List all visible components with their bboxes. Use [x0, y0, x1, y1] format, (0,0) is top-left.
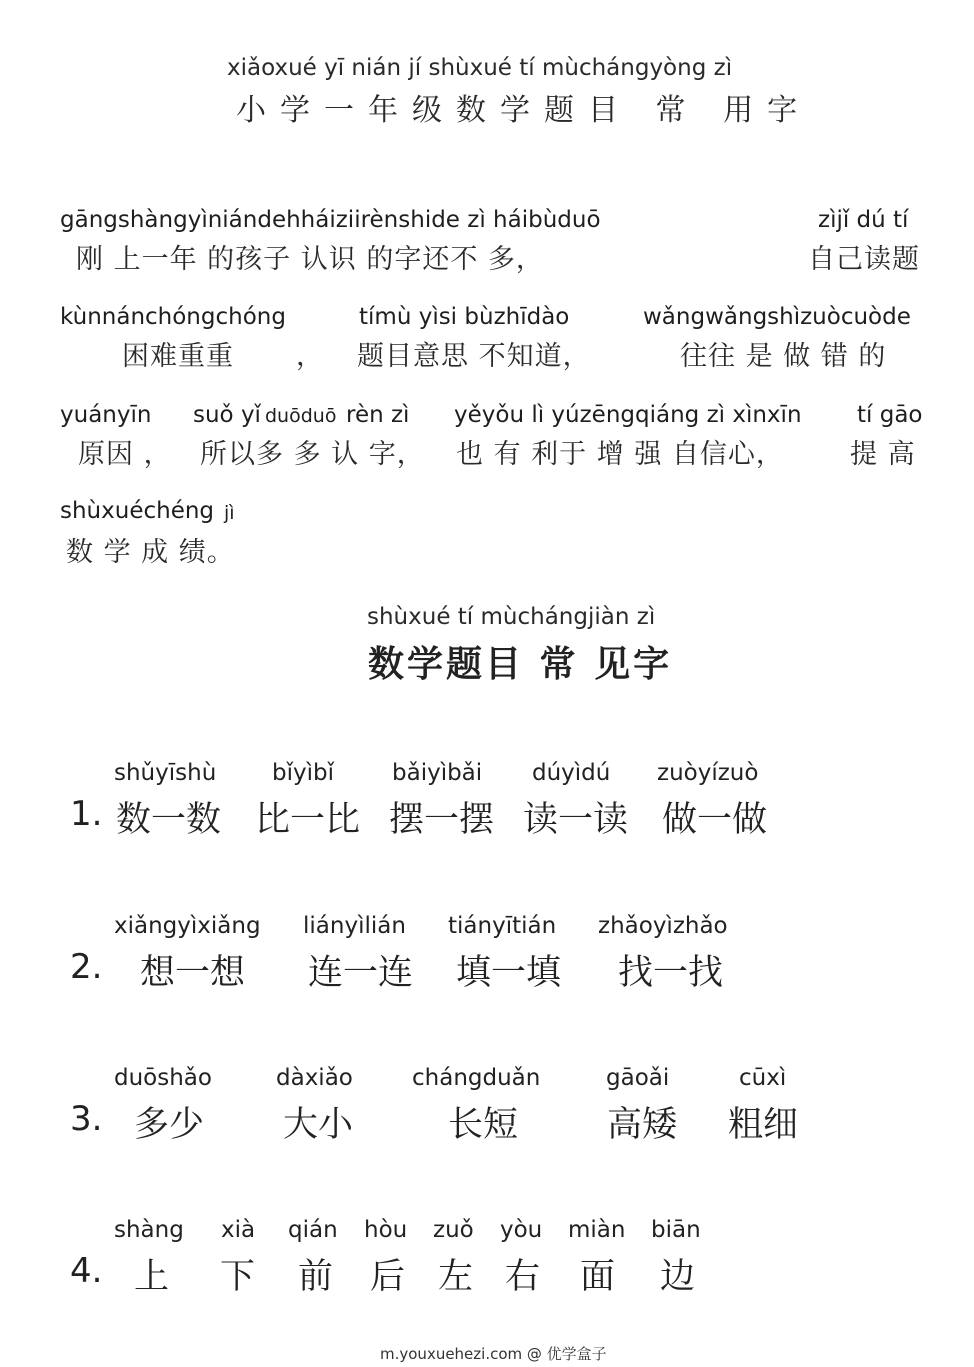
- word-pinyin: liányìlián: [303, 913, 406, 939]
- word-hanzi: 左: [438, 1257, 474, 1297]
- intro-line2-pinyin-c: wǎngwǎngshìzuòcuòde: [643, 304, 911, 330]
- word-pinyin: yòu: [500, 1217, 543, 1243]
- intro-line1-pinyin: gāngshàngyìniándehháiziirènshide zì háibùduō: [60, 207, 601, 233]
- word-pinyin: zhǎoyìzhǎo: [598, 913, 728, 939]
- item-number: 2.: [70, 947, 103, 987]
- word-pinyin: tiányītián: [448, 913, 557, 939]
- word-pinyin: gāoǎi: [606, 1065, 670, 1091]
- word-hanzi: 连一连: [308, 953, 414, 993]
- word-hanzi: 填一填: [456, 953, 562, 993]
- intro-line1-text-end: 自己读题: [808, 244, 920, 275]
- word-pinyin: shàng: [114, 1217, 184, 1243]
- word-hanzi: 前: [298, 1257, 334, 1297]
- word-pinyin: xià: [221, 1217, 256, 1243]
- intro-line3-pinyin-c: yěyǒu lì yúzēngqiáng zì xìnxīn: [454, 402, 802, 428]
- word-hanzi: 比一比: [255, 800, 361, 840]
- item-number: 4.: [70, 1251, 103, 1291]
- word-hanzi: 想一想: [140, 953, 246, 993]
- intro-line2-pinyin-a: kùnnánchóngchóng: [60, 304, 286, 330]
- word-pinyin: shǔyīshù: [114, 760, 217, 786]
- word-pinyin: xiǎngyìxiǎng: [114, 913, 261, 939]
- word-hanzi: 上: [134, 1257, 170, 1297]
- intro-line4-text: 数 学 成 绩。: [66, 537, 235, 568]
- intro-line2-text-a: 困难重重: [122, 341, 234, 372]
- word-hanzi: 高矮: [607, 1105, 678, 1145]
- intro-line2-text-b: 题目意思 不知道，: [357, 341, 591, 372]
- footer-watermark: m.youxuehezi.com @ 优学盒子: [380, 1345, 607, 1363]
- intro-line3-pinyin-b3: rèn zì: [346, 402, 410, 428]
- intro-line3-text-a: 原因 ，: [78, 439, 172, 470]
- word-hanzi: 右: [505, 1257, 541, 1297]
- word-hanzi: 大小: [283, 1105, 354, 1145]
- word-pinyin: zuòyízuò: [657, 760, 759, 786]
- word-hanzi: 读一读: [523, 800, 629, 840]
- intro-line3-text-b: 所以多 多 认 字，: [200, 439, 425, 470]
- word-hanzi: 数一数: [116, 800, 222, 840]
- intro-line1-text: 刚 上一年 的孩子 认识 的字还不 多，: [76, 244, 544, 275]
- word-pinyin: duōshǎo: [114, 1065, 212, 1091]
- word-pinyin: bǎiyìbǎi: [392, 760, 483, 786]
- intro-line3-pinyin-a: yuányīn: [60, 402, 152, 428]
- intro-line4-pinyin-small: jì: [224, 502, 235, 524]
- title-pinyin: xiǎoxué yī nián jí shùxué tí mùchángyòng zì: [227, 55, 733, 81]
- word-hanzi: 后: [370, 1257, 406, 1297]
- word-pinyin: miàn: [568, 1217, 626, 1243]
- word-hanzi: 找一找: [618, 953, 724, 993]
- intro-line3-pinyin-b: suǒ yǐ: [193, 402, 261, 428]
- intro-line1-pinyin-end: zìjǐ dú tí: [818, 207, 909, 233]
- word-hanzi: 下: [220, 1257, 256, 1297]
- intro-line3-text-d: 提 高: [850, 439, 916, 470]
- word-pinyin: hòu: [364, 1217, 408, 1243]
- word-pinyin: biān: [651, 1217, 701, 1243]
- section-title: 数学题目 常 见字: [368, 644, 673, 685]
- word-pinyin: chángduǎn: [412, 1065, 541, 1091]
- word-hanzi: 做一做: [662, 800, 768, 840]
- word-pinyin: bǐyìbǐ: [272, 760, 334, 786]
- intro-line2-text-c: 往往 是 做 错 的: [680, 341, 887, 372]
- word-hanzi: 面: [580, 1257, 616, 1297]
- word-pinyin: zuǒ: [433, 1217, 474, 1243]
- item-number: 3.: [70, 1099, 103, 1139]
- item-number: 1.: [70, 794, 103, 834]
- intro-line4-pinyin: shùxuéchéng: [60, 498, 215, 524]
- word-hanzi: 粗细: [728, 1105, 799, 1145]
- word-pinyin: dúyìdú: [532, 760, 611, 786]
- word-pinyin: qián: [288, 1217, 338, 1243]
- intro-line2-pinyin-b: tímù yìsi bùzhīdào: [359, 304, 570, 330]
- intro-line3-pinyin-d: tí gāo: [857, 402, 923, 428]
- intro-line2-comma: ，: [296, 341, 324, 372]
- word-pinyin: cūxì: [739, 1065, 787, 1091]
- word-hanzi: 长短: [448, 1105, 519, 1145]
- word-hanzi: 边: [660, 1257, 696, 1297]
- word-hanzi: 多少: [134, 1105, 205, 1145]
- intro-line3-pinyin-b2: duōduō: [265, 405, 337, 427]
- page-title: 小学一年级数学题目 常 用字: [236, 93, 812, 128]
- word-pinyin: dàxiǎo: [276, 1065, 353, 1091]
- word-hanzi: 摆一摆: [389, 800, 495, 840]
- subtitle-pinyin: shùxué tí mùchángjiàn zì: [367, 604, 656, 630]
- intro-line3-text-c: 也 有 利于 增 强 自信心，: [456, 439, 784, 470]
